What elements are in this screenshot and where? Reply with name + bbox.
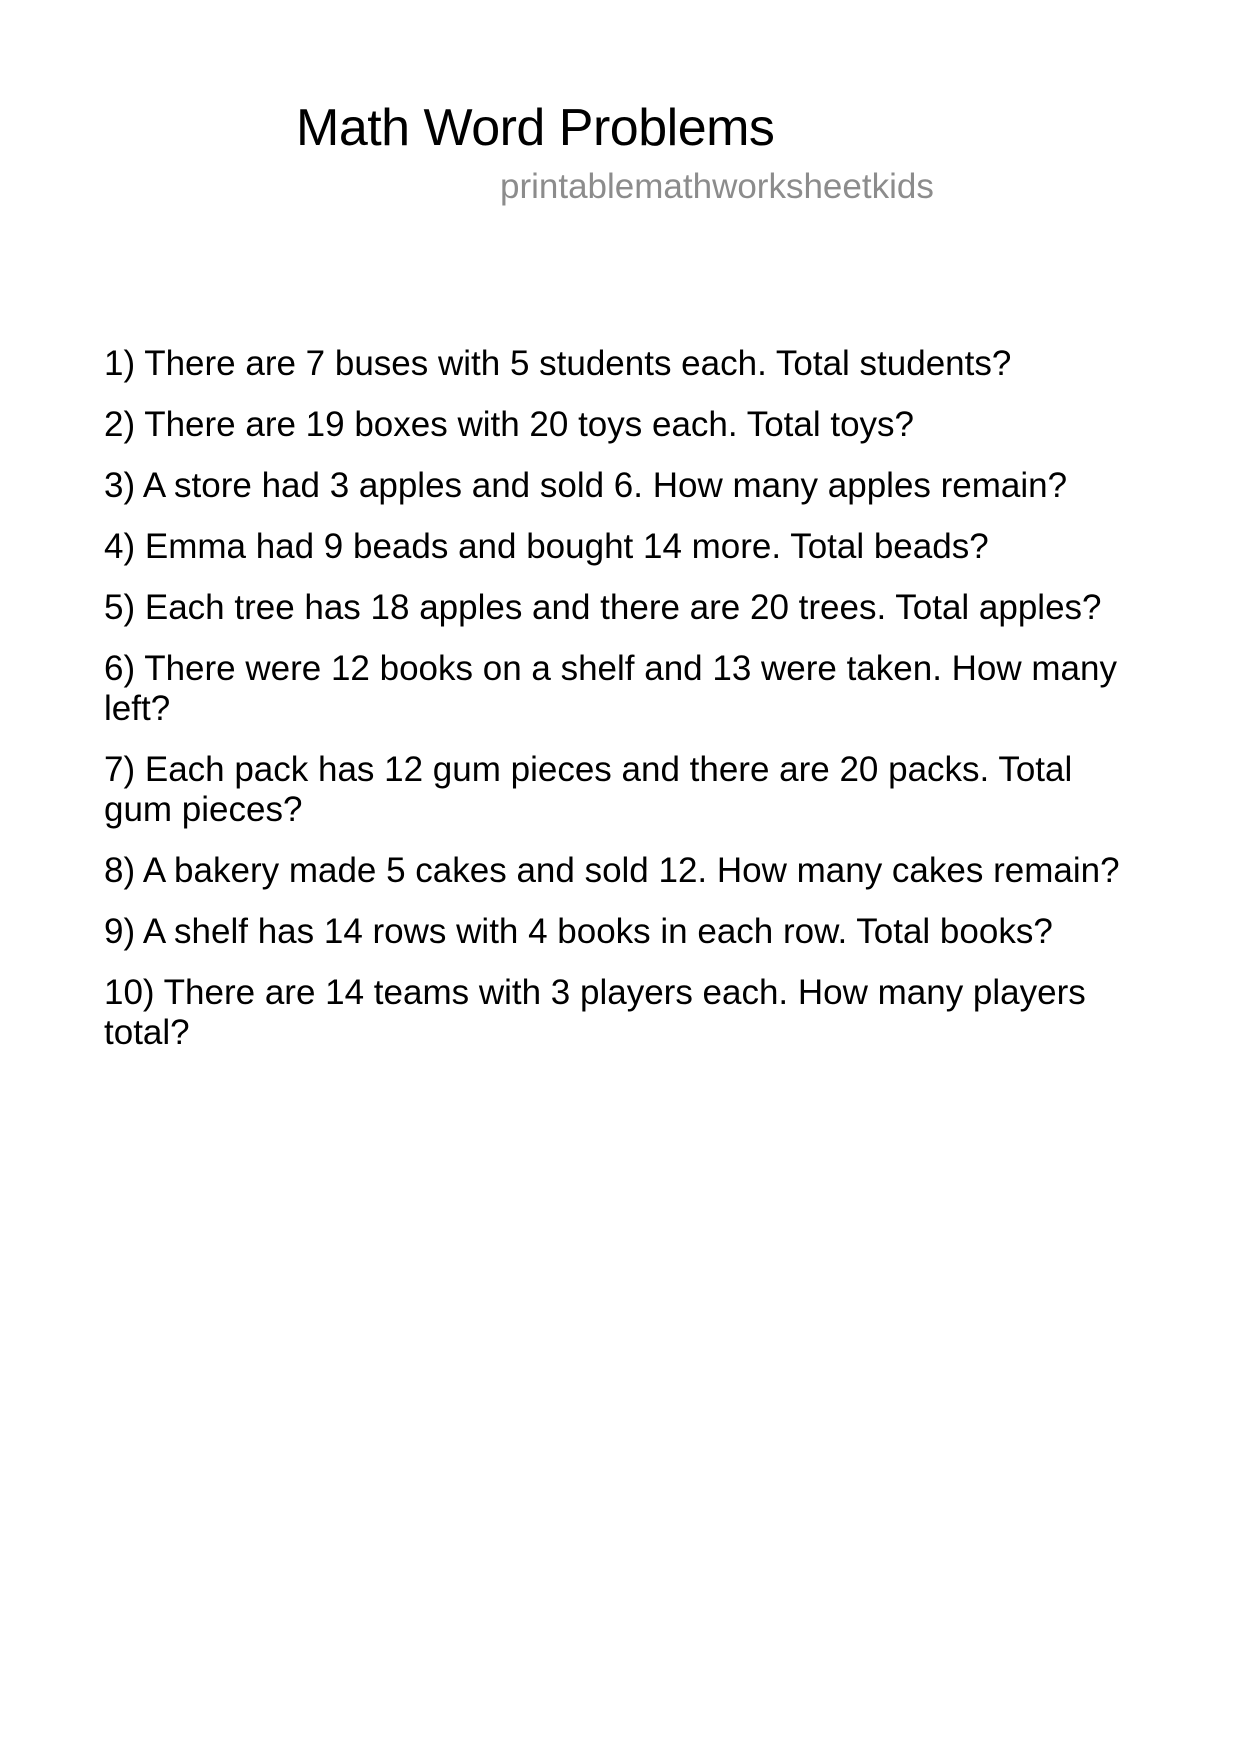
problem-3: 3) A store had 3 apples and sold 6. How many apples remain? <box>104 466 1068 505</box>
problem-8: 8) A bakery made 5 cakes and sold 12. How many cakes remain? <box>104 851 1120 890</box>
problem-10: 10) There are 14 teams with 3 players each. How many players total? <box>104 973 1086 1052</box>
problem-7: 7) Each pack has 12 gum pieces and there are 20 packs. Total gum pieces? <box>104 750 1073 829</box>
problem-list <box>104 344 1134 1074</box>
problem-1: 1) There are 7 buses with 5 students each. Total students? <box>104 344 1012 383</box>
problem-9: 9) A shelf has 14 rows with 4 books in each row. Total books? <box>104 912 1053 951</box>
page-title: Math Word Problems <box>296 99 775 157</box>
problem-5: 5) Each tree has 18 apples and there are 20 trees. Total apples? <box>104 588 1102 627</box>
watermark-subtitle: printablemathworksheetkids <box>500 167 934 206</box>
problem-4: 4) Emma had 9 beads and bought 14 more. Total beads? <box>104 527 989 566</box>
problem-6: 6) There were 12 books on a shelf and 13 were taken. How many left? <box>104 649 1117 728</box>
problem-2: 2) There are 19 boxes with 20 toys each. Total toys? <box>104 405 915 444</box>
